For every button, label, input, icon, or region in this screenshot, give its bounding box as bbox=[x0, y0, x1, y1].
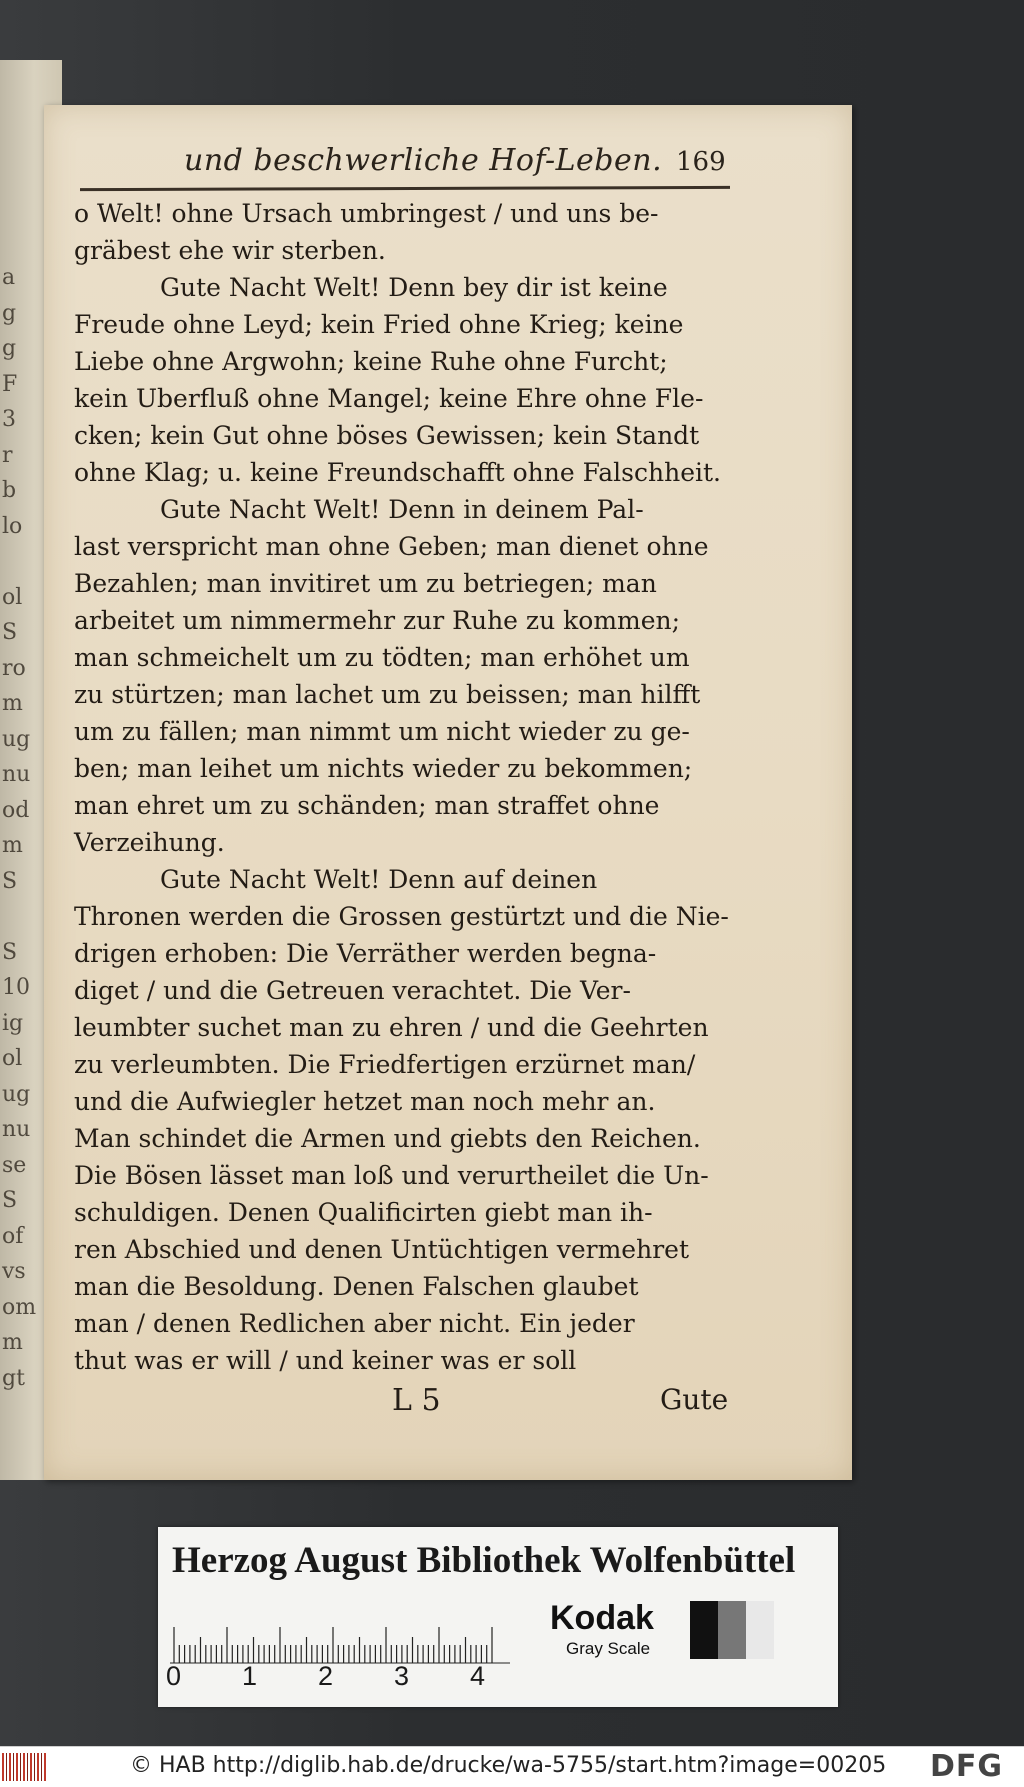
facing-page-fragment: se bbox=[2, 1152, 27, 1178]
text-line: Gute Nacht Welt! Denn auf deinen bbox=[160, 865, 598, 894]
library-color-card bbox=[158, 1527, 838, 1707]
kodak-logo: Kodak bbox=[550, 1599, 654, 1637]
text-line: Liebe ohne Argwohn; keine Ruhe ohne Furcht; bbox=[74, 347, 668, 376]
facing-page-fragment: m bbox=[2, 691, 23, 716]
facing-page-fragment: 3 bbox=[2, 407, 16, 432]
facing-page-fragment: ro bbox=[2, 655, 26, 681]
facing-page-fragment: ol bbox=[2, 584, 23, 610]
ruler-scale bbox=[166, 1661, 506, 1695]
ruler-icon bbox=[170, 1605, 510, 1665]
facing-page-fragment: vs bbox=[2, 1259, 26, 1284]
facing-page-fragment: ig bbox=[2, 1010, 24, 1036]
facing-page-fragment: of bbox=[2, 1223, 24, 1249]
gray-scale-patches bbox=[690, 1601, 774, 1659]
library-name: Herzog August Bibliothek Wolfenbüttel bbox=[172, 1540, 796, 1581]
facing-page-fragment: g bbox=[2, 300, 17, 326]
facing-page-fragment: nu bbox=[2, 1117, 31, 1142]
text-line: Bezahlen; man invitiret um zu betriegen; man bbox=[74, 569, 657, 598]
ruler-number: 1 bbox=[242, 1661, 258, 1691]
catchword: Gute bbox=[660, 1383, 729, 1416]
text-line: Verzeihung. bbox=[74, 828, 225, 857]
facing-page-fragment: S bbox=[2, 1188, 18, 1213]
text-line: gräbest ehe wir sterben. bbox=[74, 236, 386, 265]
facing-page-fragment: lo bbox=[2, 513, 23, 539]
text-line: thut was er will / und keiner was er soll bbox=[74, 1346, 577, 1375]
text-line: Gute Nacht Welt! Denn in deinem Pal- bbox=[160, 495, 644, 524]
barcode-icon bbox=[2, 1753, 48, 1781]
kodak-gray-scale-label: Gray Scale bbox=[566, 1639, 651, 1658]
facing-page-fragment: ol bbox=[2, 1046, 23, 1071]
facing-page-fragment: r bbox=[2, 442, 13, 468]
text-line: Gute Nacht Welt! Denn bey dir ist keine bbox=[160, 273, 668, 302]
ruler-number: 2 bbox=[318, 1661, 334, 1691]
text-line: Freude ohne Leyd; kein Fried ohne Krieg; keine bbox=[74, 310, 684, 339]
text-line: last verspricht man ohne Geben; man dienet ohne bbox=[74, 532, 709, 561]
facing-page-fragments bbox=[2, 260, 37, 1396]
text-line: diget / und die Getreuen verachtet. Die Ver- bbox=[74, 976, 631, 1005]
facing-page-fragment: S bbox=[2, 620, 18, 645]
gray-patch bbox=[690, 1601, 718, 1659]
text-line: kein Uberfluß ohne Mangel; keine Ehre ohne Fle- bbox=[74, 384, 704, 413]
ruler-number: 0 bbox=[166, 1661, 182, 1691]
text-line: Thronen werden die Grossen gestürtzt und die Nie- bbox=[74, 902, 729, 931]
facing-page-fragment: S bbox=[2, 868, 18, 894]
facing-page-fragment bbox=[2, 899, 32, 935]
text-line: Man schindet die Armen und giebts den Reichen. bbox=[74, 1124, 701, 1153]
gray-patch bbox=[746, 1601, 774, 1659]
facing-page-fragment: S bbox=[2, 939, 18, 965]
ruler-number: 3 bbox=[394, 1661, 410, 1691]
text-line: leumbter suchet man zu ehren / und die Geehrten bbox=[74, 1013, 709, 1042]
facing-page-fragment: a bbox=[2, 265, 16, 290]
facing-page-fragment: nu bbox=[2, 762, 31, 787]
gray-patch bbox=[718, 1601, 746, 1659]
running-head: und beschwerliche Hof-Leben. bbox=[184, 143, 663, 178]
facing-page-fragment: od bbox=[2, 797, 30, 823]
signature-mark: L 5 bbox=[392, 1383, 441, 1418]
body-text bbox=[74, 195, 764, 1379]
ruler-number: 4 bbox=[470, 1661, 486, 1691]
source-link[interactable]: © HAB http://diglib.hab.de/drucke/wa-5755/start.htm?image=00205 bbox=[130, 1753, 887, 1778]
text-line: ben; man leihet um nichts wieder zu bekommen; bbox=[74, 754, 693, 783]
text-line: zu stürtzen; man lachet um zu beissen; man hilfft bbox=[74, 680, 701, 709]
page-number: 169 bbox=[676, 147, 726, 177]
dfg-logo: DFG bbox=[930, 1749, 1004, 1784]
text-line: drigen erhoben: Die Verräther werden begna- bbox=[74, 939, 657, 968]
footer-bar bbox=[0, 1746, 1024, 1787]
facing-page-fragment: m bbox=[2, 1330, 23, 1355]
text-line: und die Aufwiegler hetzet man noch mehr an. bbox=[74, 1087, 656, 1116]
text-line: o Welt! ohne Ursach umbringest / und uns be- bbox=[74, 199, 659, 228]
text-line: man ehret um zu schänden; man straffet ohne bbox=[74, 791, 660, 820]
text-line: ohne Klag; u. keine Freundschafft ohne Falschheit. bbox=[74, 458, 721, 487]
text-line: zu verleumbten. Die Friedfertigen erzürnet man/ bbox=[74, 1050, 696, 1079]
text-line: man die Besoldung. Denen Falschen glaubet bbox=[74, 1272, 639, 1301]
text-line: ren Abschied und denen Untüchtigen vermehret bbox=[74, 1235, 689, 1264]
text-line: arbeitet um nimmermehr zur Ruhe zu kommen; bbox=[74, 606, 681, 635]
facing-page-fragment: m bbox=[2, 833, 23, 858]
facing-page-fragment: ug bbox=[2, 726, 31, 752]
facing-page-fragment: F bbox=[2, 371, 18, 397]
text-line: um zu fällen; man nimmt um nicht wieder zu ge- bbox=[74, 717, 690, 746]
text-line: cken; kein Gut ohne böses Gewissen; kein Standt bbox=[74, 421, 700, 450]
facing-page-fragment: om bbox=[2, 1294, 37, 1320]
text-line: man schmeichelt um zu tödten; man erhöhet um bbox=[74, 643, 690, 672]
header-rule bbox=[80, 186, 730, 191]
facing-page-fragment: gt bbox=[2, 1365, 25, 1391]
facing-page-fragment: ug bbox=[2, 1081, 31, 1107]
text-line: Die Bösen lässet man loß und verurtheilet die Un- bbox=[74, 1161, 709, 1190]
facing-page-fragment bbox=[2, 544, 32, 580]
facing-page-fragment: b bbox=[2, 478, 17, 503]
facing-page-fragment: g bbox=[2, 336, 17, 361]
text-line: man / denen Redlichen aber nicht. Ein jeder bbox=[74, 1309, 635, 1338]
facing-page-fragment: 10 bbox=[2, 975, 30, 1000]
book-page bbox=[44, 105, 852, 1480]
text-line: schuldigen. Denen Qualificirten giebt man ih- bbox=[74, 1198, 653, 1227]
